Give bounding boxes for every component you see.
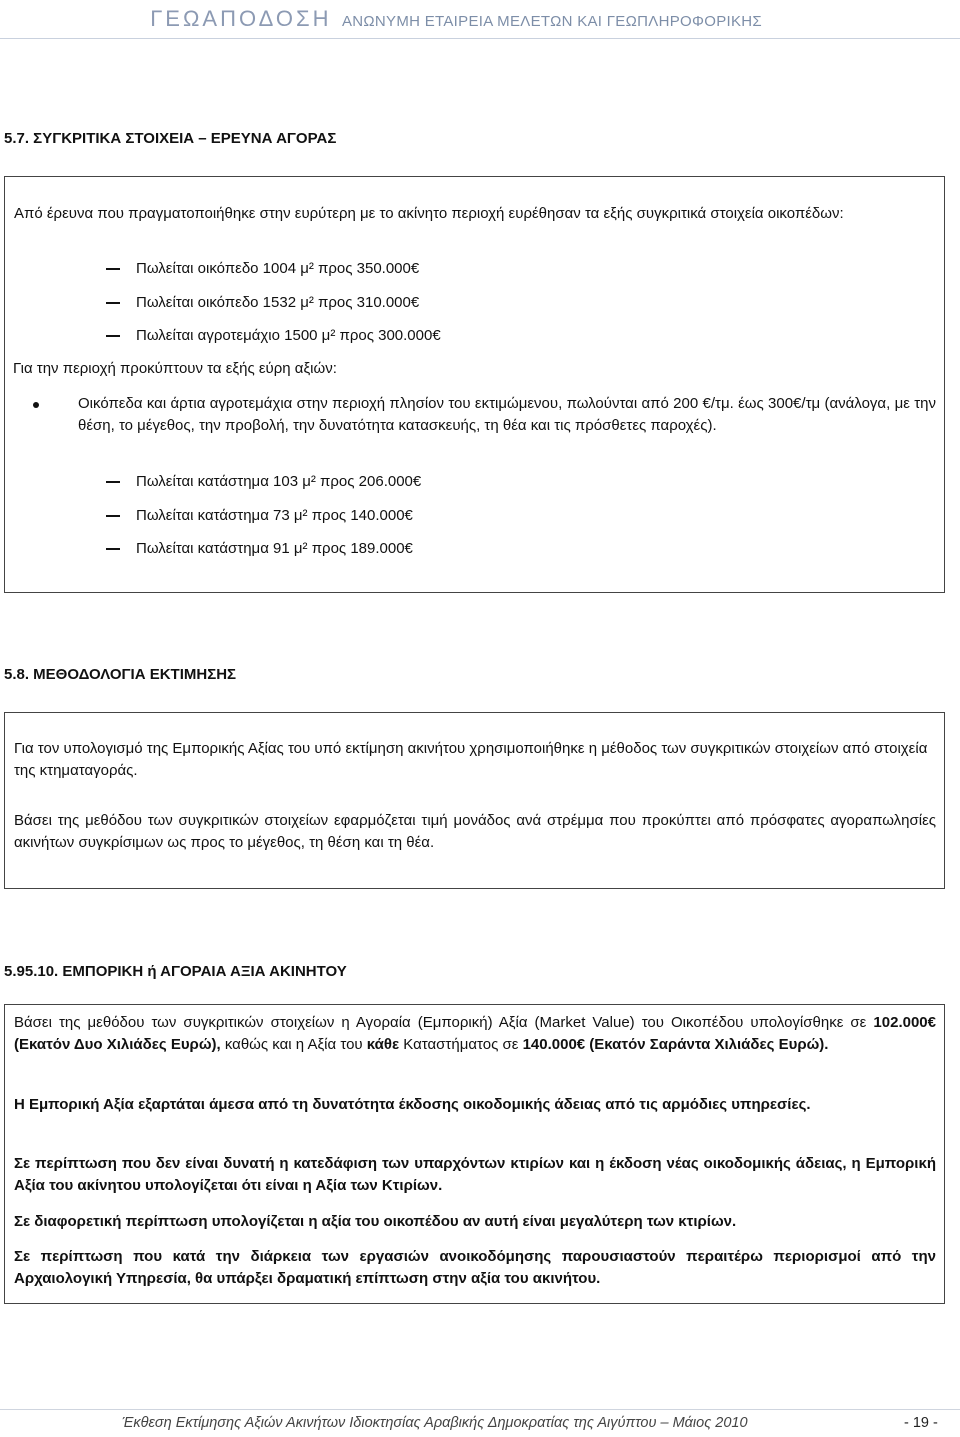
company-subtitle: ΑΝΩΝΥΜΗ ΕΤΑΙΡΕΙΑ ΜΕΛΕΤΩΝ ΚΑΙ ΓΕΩΠΛΗΡΟΦΟΡΙΚΗΣ: [341, 13, 762, 30]
archaeology-paragraph: Σε περίπτωση που κατά την διάρκεια των εργασιών ανοικοδόμησης παρουσιαστούν περαιτέρω περιορισμοί από την Αρχαιολογική Υπηρεσία, θα υπάρξει δραματική επίπτωση στην αξία του ακινήτου.: [14, 1248, 936, 1287]
methodology-paragraph-1: Για τον υπολογισμό της Εμπορικής Αξίας του υπό εκτίμηση ακινήτου χρησιμοποιήθηκε η μέθοδος των συγκριτικών στοιχείων από στοιχεία της κτηματαγοράς.: [14, 740, 928, 779]
list-item: Πωλείται κατάστημα 103 μ² προς 206.000€: [106, 473, 421, 490]
value-range-paragraph: Οικόπεδα και άρτια αγροτεμάχια στην περιοχή πλησίον του εκτιμώμενου, πωλούνται από 200 €/τμ. έως 300€/τμ (ανάλογα, με την θέση, το μέγεθος, την προβολή, την δυνατότητα κατασκευής, τη θέα και τις πρόσθετες παροχές).: [78, 395, 936, 434]
page-header: [150, 6, 762, 32]
dash-icon: [106, 548, 120, 550]
section-5-8-title: 5.8. ΜΕΘΟΔΟΛΟΓΙΑ ΕΚΤΙΜΗΣΗΣ: [4, 666, 237, 683]
methodology-paragraph-2: Βάσει της μεθόδου των συγκριτικών στοιχείων εφαρμόζεται τιμή μονάδος ανά στρέμμα που προκύπτει από πρόσφατες αγοραπωλησίες ακινήτων συγκρίσιμων ως προς το μέγεθος, τη θέση και τη θέα.: [14, 812, 936, 851]
section-5-9-title: 5.95.10. ΕΜΠΟΡΙΚΗ ή ΑΓΟΡΑΙΑ ΑΞΙΑ ΑΚΙΝΗΤΟΥ: [4, 963, 347, 980]
alternative-case-paragraph: Σε διαφορετική περίπτωση υπολογίζεται η αξία του οικοπέδου αν αυτή είναι μεγαλύτερη των κτιρίων.: [14, 1213, 737, 1230]
dash-icon: [106, 481, 120, 483]
section-5-7-intro: Από έρευνα που πραγματοποιήθηκε στην ευρύτερη με το ακίνητο περιοχή ευρέθησαν τα εξής συγκριτικά στοιχεία οικοπέδων:: [14, 205, 844, 222]
list-item: Πωλείται κατάστημα 73 μ² προς 140.000€: [106, 507, 413, 524]
list-item: Πωλείται οικόπεδο 1004 μ² προς 350.000€: [106, 260, 419, 277]
demolition-paragraph: Σε περίπτωση που δεν είναι δυνατή η κατεδάφιση των υπαρχόντων κτιρίων και η έκδοση νέας οικοδομικής άδειας, η Εμπορική Αξία του ακίνητου υπολογίζεται ότι είναι η Αξία των Κτιρίων.: [14, 1155, 936, 1194]
page-number: - 19 -: [904, 1415, 938, 1431]
footer-text: Έκθεση Εκτίμησης Αξιών Ακινήτων Ιδιοκτησίας Αραβικής Δημοκρατίας της Αιγύπτου – Μάιος 2010: [122, 1415, 748, 1431]
header-divider: [0, 38, 960, 39]
section-5-7-title: 5.7. ΣΥΓΚΡΙΤΙΚΑ ΣΤΟΙΧΕΙΑ – ΕΡΕΥΝΑ ΑΓΟΡΑΣ: [4, 130, 337, 147]
section-5-9-box: [4, 1004, 945, 1304]
footer-divider: [0, 1409, 960, 1410]
company-brand: ΓΕΩΑΠΟΔΟΣΗ: [150, 6, 332, 31]
market-value-paragraph: Βάσει της μεθόδου των συγκριτικών στοιχείων η Αγοραία (Εμπορική) Αξία (Market Value) του Οικοπέδου υπολογίσθηκε σε 102.000€ (Εκατόν Δυο Χιλιάδες Ευρώ), καθώς και η Αξία του κάθε Καταστήματος σε 140.000€ (Εκατόν Σαράντα Χιλιάδες Ευρώ).: [14, 1014, 936, 1053]
dash-icon: [106, 515, 120, 517]
dash-icon: [106, 268, 120, 270]
section-5-7-box: [4, 176, 945, 593]
bullet-icon: [33, 402, 39, 408]
value-dependency-paragraph: Η Εμπορική Αξία εξαρτάται άμεσα από τη δυνατότητα έκδοσης οικοδομικής άδειας από τις αρμόδιες υπηρεσίες.: [14, 1096, 811, 1113]
section-5-8-box: [4, 712, 945, 889]
list-item: Πωλείται οικόπεδο 1532 μ² προς 310.000€: [106, 294, 419, 311]
list-item: Πωλείται κατάστημα 91 μ² προς 189.000€: [106, 540, 413, 557]
dash-icon: [106, 302, 120, 304]
ranges-intro: Για την περιοχή προκύπτουν τα εξής εύρη αξιών:: [13, 360, 337, 377]
dash-icon: [106, 335, 120, 337]
list-item: Πωλείται αγροτεμάχιο 1500 μ² προς 300.000€: [106, 327, 441, 344]
